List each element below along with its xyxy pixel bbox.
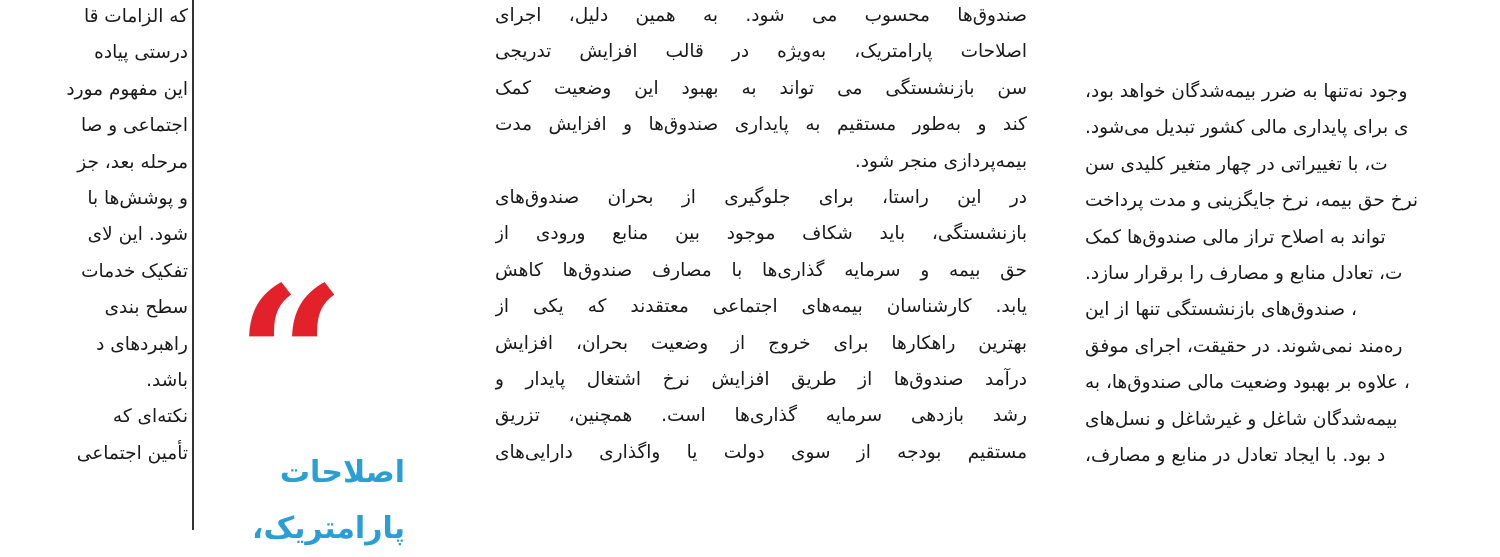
text-line bbox=[0, 181, 188, 217]
text-line bbox=[1085, 147, 1500, 183]
text-line bbox=[0, 0, 188, 35]
text-line bbox=[0, 363, 188, 399]
text-line-content: یابد. کارشناسان بیمه‌های اجتماعی معتقدند که یکی از bbox=[495, 296, 1027, 318]
text-line-content: مرحله بعد، جز bbox=[77, 151, 188, 173]
text-line bbox=[1085, 292, 1500, 328]
text-line-content: بیمه‌شدگان شاغل و غیرشاغل و نسل‌های bbox=[1085, 408, 1398, 430]
text-line bbox=[495, 435, 1027, 471]
text-line bbox=[0, 254, 188, 290]
text-line-content: رشد بازدهی سرمایه گذاری‌ها است. همچنین، تزریق bbox=[495, 405, 1027, 427]
text-line bbox=[1085, 110, 1500, 146]
text-line bbox=[0, 72, 188, 108]
left-article-column bbox=[0, 0, 188, 530]
text-line-content: ره‌مند نمی‌شوند. در حقیقت، اجرای موفق bbox=[1085, 335, 1403, 357]
text-line-content: مستقیم بودجه از سوی دولت یا واگذاری دارایی‌های bbox=[495, 441, 1027, 463]
text-line bbox=[495, 289, 1027, 325]
text-line bbox=[0, 290, 188, 326]
text-line bbox=[1085, 74, 1500, 110]
text-line bbox=[0, 399, 188, 435]
pull-quote bbox=[215, 445, 405, 557]
text-line-content: حق بیمه و سرمایه گذاری‌ها با مصارف صندوق‌ها کاهش bbox=[495, 259, 1027, 281]
pull-quote-line: پارامتریک، bbox=[252, 511, 405, 546]
text-line-content: بازنشستگی، باید شکاف موجود بین منابع ورودی از bbox=[495, 223, 1027, 245]
column-divider bbox=[192, 0, 194, 530]
text-line-content: و پوشش‌ها با bbox=[87, 187, 188, 209]
text-line bbox=[495, 398, 1027, 434]
text-line bbox=[495, 362, 1027, 398]
text-line bbox=[495, 216, 1027, 252]
text-line bbox=[1085, 402, 1500, 438]
text-line-content: سن بازنشستگی می تواند به بهبود این وضعیت کمک bbox=[495, 77, 1027, 99]
text-line-content: نکته‌ای که bbox=[112, 406, 188, 428]
text-line-content: بیمه‌پردازی منجر شود. bbox=[854, 150, 1027, 172]
text-line-content: درآمد صندوق‌ها از طریق افزایش نرخ اشتغال پایدار و bbox=[495, 368, 1027, 390]
text-line-content: بهترین راهکارها برای خروج از وضعیت بحران، افزایش bbox=[495, 332, 1027, 354]
text-line bbox=[495, 71, 1027, 107]
text-line bbox=[1085, 329, 1500, 365]
text-line-content: ی برای پایداری مالی کشور تبدیل می‌شود. bbox=[1085, 117, 1409, 139]
text-line-content: باشد. bbox=[146, 369, 188, 391]
text-line-content: ت، با تغییراتی در چهار متغیر کلیدی سن bbox=[1085, 153, 1388, 175]
text-line bbox=[1085, 256, 1500, 292]
text-line-content: که الزامات قا bbox=[83, 6, 188, 27]
text-line-content: این مفهوم مورد bbox=[66, 78, 188, 100]
text-line-content: ت، تعادل منابع و مصارف را برقرار سازد. bbox=[1085, 262, 1403, 284]
text-line-content: د بود. با ایجاد تعادل در منابع و مصارف، bbox=[1085, 444, 1386, 466]
text-line-content: وجود نه‌تنها به ضرر بیمه‌شدگان خواهد بود، bbox=[1085, 81, 1408, 102]
text-line bbox=[495, 144, 1027, 180]
text-line-content: تواند به اصلاح تراز مالی صندوق‌ها کمک bbox=[1085, 226, 1386, 248]
text-line-content: شود. این لای bbox=[87, 224, 188, 246]
text-line bbox=[495, 107, 1027, 143]
text-line-content: ، صندوق‌های بازنشستگی تنها از این bbox=[1085, 299, 1357, 321]
middle-article-column bbox=[495, 0, 1027, 530]
text-line-content: کند و به‌طور مستقیم به پایداری صندوق‌ها و افزایش مدت bbox=[495, 114, 1027, 136]
text-line bbox=[0, 436, 188, 472]
text-line bbox=[1085, 365, 1500, 401]
text-line-content: تفکیک خدمات bbox=[81, 260, 188, 282]
text-line bbox=[495, 326, 1027, 362]
right-article-column bbox=[1085, 74, 1500, 530]
text-line bbox=[0, 217, 188, 253]
text-line bbox=[1085, 183, 1500, 219]
pull-quote-line: اصلاحات bbox=[279, 455, 405, 490]
text-line-content: درستی پیاده bbox=[94, 42, 188, 64]
text-line bbox=[0, 35, 188, 71]
text-line bbox=[0, 145, 188, 181]
text-line bbox=[495, 0, 1027, 34]
text-line bbox=[495, 34, 1027, 70]
text-line bbox=[1085, 438, 1500, 474]
text-line bbox=[495, 180, 1027, 216]
text-line-content: راهبردهای د bbox=[96, 333, 188, 355]
text-line-content: ، علاوه بر بهبود وضعیت مالی صندوق‌ها، به bbox=[1085, 372, 1410, 394]
quote-mark-icon: “ bbox=[236, 245, 346, 468]
text-line-content: سطح بندی bbox=[104, 297, 188, 319]
text-line bbox=[495, 253, 1027, 289]
text-line bbox=[0, 108, 188, 144]
text-line bbox=[1085, 220, 1500, 256]
text-line-content: نرخ حق بیمه، نرخ جایگزینی و مدت پرداخت bbox=[1085, 190, 1419, 212]
text-line bbox=[0, 327, 188, 363]
text-line-content: در این راستا، برای جلوگیری از بحران صندوق‌های bbox=[495, 186, 1027, 208]
text-line-content: صندوق‌ها محسوب می شود. به همین دلیل، اجرای bbox=[495, 5, 1027, 26]
text-line-content: اجتماعی و صا bbox=[81, 115, 188, 137]
text-line-content: اصلاحات پارامتریک، به‌ویژه در قالب افزایش تدریجی bbox=[495, 41, 1027, 63]
text-line-content: تأمین اجتماعی bbox=[76, 442, 188, 464]
